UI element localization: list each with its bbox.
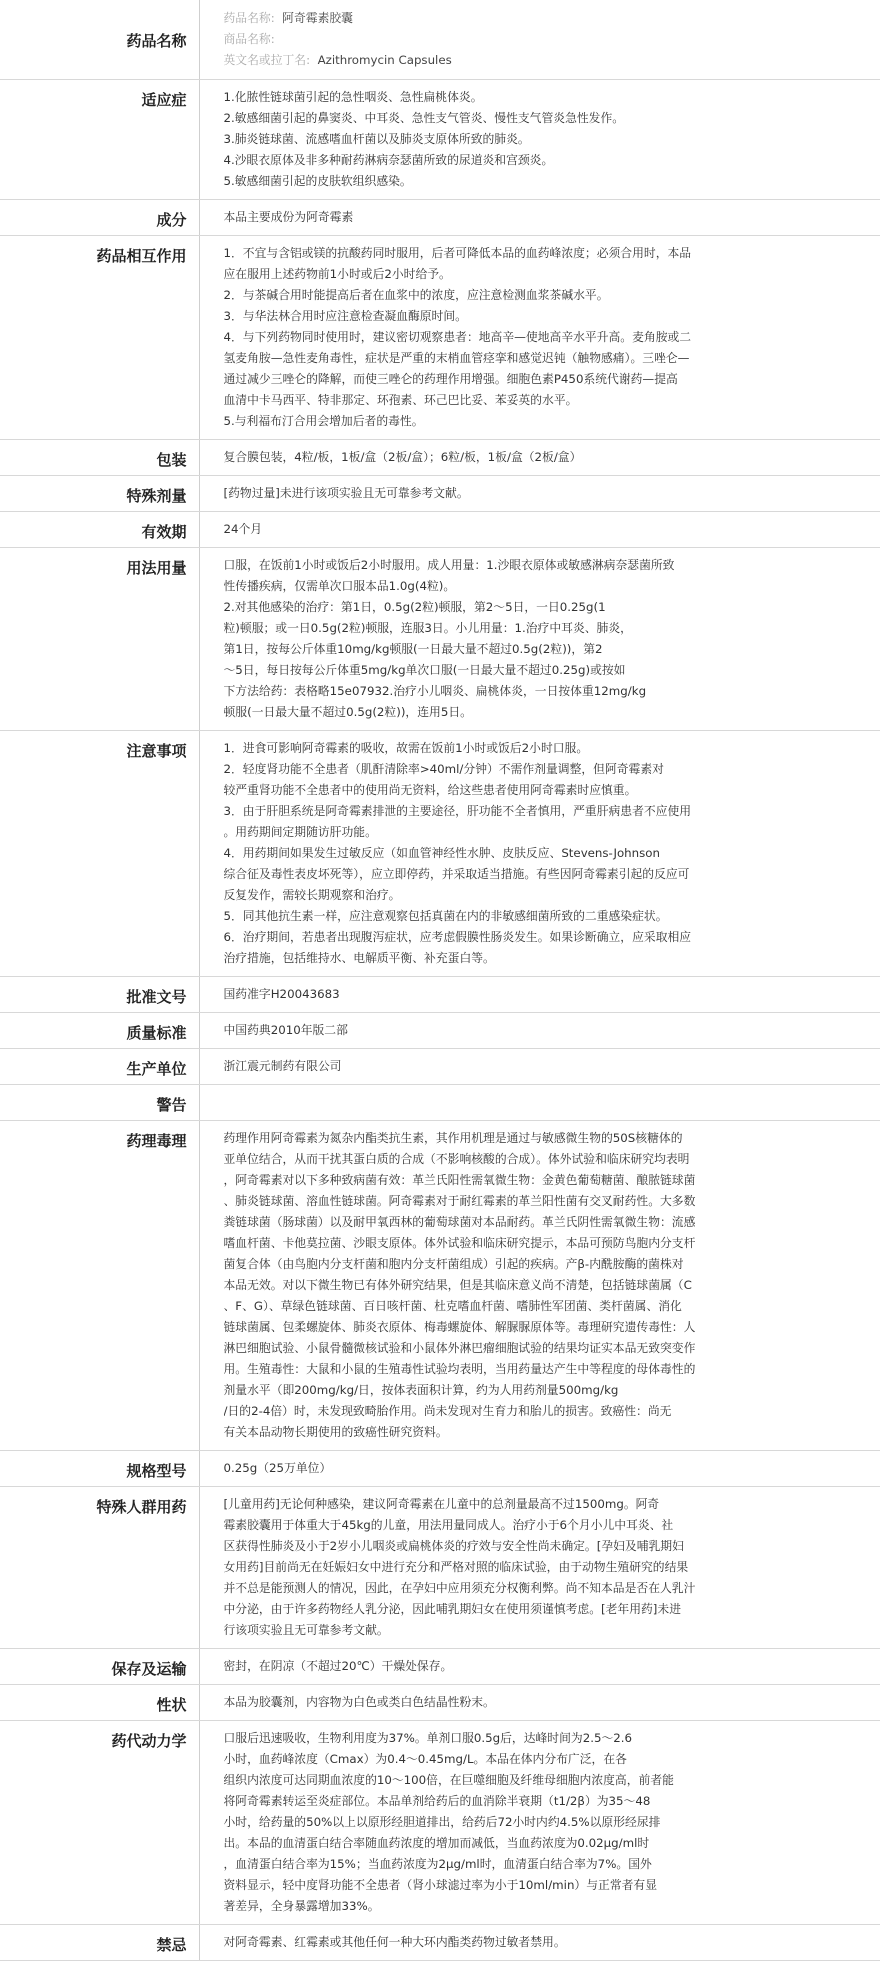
- row-shelf-life: [0, 512, 880, 548]
- text-line: 5.与利福布汀合用会增加后者的毒性。: [223, 414, 424, 428]
- row-value: [199, 977, 880, 1013]
- row-label: 用法用量: [0, 548, 199, 731]
- text-line: 较严重肾功能不全患者中的使用尚无资料，给这些患者使用阿奇霉素时应慎重。: [223, 783, 637, 797]
- row-label: 适应症: [0, 80, 199, 200]
- row-usage-dosage: [0, 548, 880, 731]
- text-line: 通过减少三唑仑的降解，而使三唑仑的药理作用增强。细胞色素P450系统代谢药—提高: [223, 372, 678, 386]
- text-line: 出。本品的血清蛋白结合率随血药浓度的增加而减低，当血药浓度为0.02μg/ml时: [223, 1836, 650, 1850]
- row-label: 药理毒理: [0, 1121, 199, 1451]
- text-line: 对阿奇霉素、红霉素或其他任何一种大环内酯类药物过敏者禁用。: [223, 1935, 566, 1949]
- text-line: 链球菌属、包柔螺旋体、肺炎衣原体、梅毒螺旋体、解脲脲原体等。毒理研究遗传毒性：人: [223, 1320, 696, 1334]
- row-label: 保存及运输: [0, 1649, 199, 1685]
- text-line: 4．与下列药物同时使用时，建议密切观察患者：地高辛—使地高辛水平升高。麦角胺或二: [223, 330, 692, 344]
- row-pharmacokinetics: [0, 1721, 880, 1925]
- text-line: 密封，在阴凉（不超过20℃）干燥处保存。: [223, 1659, 453, 1673]
- english-name-caption: 英文名或拉丁名:: [223, 53, 311, 67]
- row-packaging: [0, 440, 880, 476]
- row-warning: [0, 1085, 880, 1121]
- row-specification: [0, 1451, 880, 1487]
- text-line: 综合征及毒性表皮坏死等），应立即停药，并采取适当措施。有些因阿奇霉素引起的反应可: [223, 867, 690, 881]
- text-line: 区获得性肺炎及小于2岁小儿咽炎或扁桃体炎的疗效与安全性尚未确定。[孕妇及哺乳期妇: [223, 1539, 684, 1553]
- row-indications: [0, 80, 880, 200]
- drug-name-value: [199, 0, 880, 80]
- text-line: 女用药]目前尚无在妊娠妇女中进行充分和严格对照的临床试验，由于动物生殖研究的结果: [223, 1560, 689, 1574]
- row-value: [199, 1121, 880, 1451]
- text-line: [儿童用药]无论何种感染，建议阿奇霉素在儿童中的总剂量最高不过1500mg。阿奇: [223, 1497, 660, 1511]
- text-line: 剂量水平（即200mg/kg/日，按体表面积计算，约为人用药剂量500mg/kg: [223, 1383, 619, 1397]
- text-line: 、F、G）、草绿色链球菌、百日咳杆菌、杜克嗜血杆菌、嗜肺性军团菌、类杆菌属、消化: [223, 1299, 682, 1313]
- row-label: 成分: [0, 200, 199, 236]
- text-line: 1．进食可影响阿奇霉素的吸收，故需在饭前1小时或饭后2小时口服。: [223, 741, 589, 755]
- text-line: 6．治疗期间，若患者出现腹泻症状，应考虑假膜性肠炎发生。如果诊断确立，应采取相应: [223, 930, 692, 944]
- row-label: 特殊剂量: [0, 476, 199, 512]
- drug-name-row: [0, 0, 880, 80]
- text-line: 顿服(一日最大量不超过0.5g(2粒))，连用5日。: [223, 705, 472, 719]
- text-line: 粒)顿服；或一日0.5g(2粒)顿服，连服3日。小儿用量：1.治疗中耳炎、肺炎，: [223, 621, 632, 635]
- row-value: [199, 1685, 880, 1721]
- row-value: [199, 1649, 880, 1685]
- text-line: 中分泌，由于许多药物经人乳分泌，因此哺乳期妇女在使用须谨慎考虑。[老年用药]未进: [223, 1602, 681, 1616]
- text-line: 嗜血杆菌、卡他莫拉菌、沙眼支原体。体外试验和临床研究提示，本品可预防鸟胞内分支杆: [223, 1236, 696, 1250]
- row-value: [199, 1085, 880, 1121]
- text-line: ，阿奇霉素对以下多种致病菌有效：革兰氏阳性需氧微生物：金黄色葡萄糖菌、酿脓链球菌: [223, 1173, 696, 1187]
- row-storage-transport: [0, 1649, 880, 1685]
- text-line: 著差异，全身暴露增加33%。: [223, 1899, 380, 1913]
- row-value: [199, 80, 880, 200]
- text-line: 粪链球菌（肠球菌）以及耐甲氧西林的葡萄球菌对本品耐药。革兰氏阴性需氧微生物：流感: [223, 1215, 696, 1229]
- row-value: [199, 1451, 880, 1487]
- text-line: 用。生殖毒性：大鼠和小鼠的生殖毒性试验均表明，当用药量达产生中等程度的母体毒性的: [223, 1362, 696, 1376]
- row-special-dosage: [0, 476, 880, 512]
- text-line: 应在服用上述药物前1小时或后2小时给予。: [223, 267, 451, 281]
- row-label: 包装: [0, 440, 199, 476]
- text-line: 反复发作，需较长期观察和治疗。: [223, 888, 401, 902]
- text-line: 下方法给药：表格略15e07932.治疗小儿咽炎、扁桃体炎，一日按体重12mg/kg: [223, 684, 647, 698]
- row-manufacturer: [0, 1049, 880, 1085]
- text-line: 2.对其他感染的治疗：第1日，0.5g(2粒)顿服，第2～5日，一日0.25g(1: [223, 600, 606, 614]
- row-value: [199, 548, 880, 731]
- text-line: 24个月: [223, 522, 263, 536]
- row-value: [199, 476, 880, 512]
- trade-name-caption: 商品名称:: [223, 32, 275, 46]
- text-line: /日的2-4倍）时，未发现致畸胎作用。尚未发现对生育力和胎儿的损害。致癌性：尚无: [223, 1404, 672, 1418]
- row-quality-standard: [0, 1013, 880, 1049]
- text-line: 本品为胶囊剂，内容物为白色或类白色结晶性粉末。: [223, 1695, 495, 1709]
- text-line: 国药准字H20043683: [223, 987, 340, 1001]
- text-line: 5.敏感细菌引起的皮肤软组织感染。: [223, 174, 412, 188]
- row-label: 药品相互作用: [0, 236, 199, 440]
- text-line: 2．与茶碱合用时能提高后者在血浆中的浓度，应注意检测血浆茶碱水平。: [223, 288, 609, 302]
- row-label: 生产单位: [0, 1049, 199, 1085]
- text-line: 1.化脓性链球菌引起的急性咽炎、急性扁桃体炎。: [223, 90, 483, 104]
- row-value: [199, 731, 880, 977]
- text-line: 4.沙眼衣原体及非多种耐药淋病奈瑟菌所致的尿道炎和宫颈炎。: [223, 153, 554, 167]
- text-line: 本品无效。对以下微生物已有体外研究结果，但是其临床意义尚不清楚，包括链球菌属（C: [223, 1278, 692, 1292]
- text-line: 行该项实验且无可靠参考文献。: [223, 1623, 389, 1637]
- row-value: [199, 512, 880, 548]
- row-precautions: [0, 731, 880, 977]
- row-label: 禁忌: [0, 1925, 199, 1961]
- text-line: [药物过量]未进行该项实验且无可靠参考文献。: [223, 486, 469, 500]
- row-value: [199, 1013, 880, 1049]
- row-approval-number: [0, 977, 880, 1013]
- text-line: 复合膜包装，4粒/板，1板/盒（2板/盒）；6粒/板，1板/盒（2板/盒）: [223, 450, 582, 464]
- text-line: 淋巴细胞试验、小鼠骨髓微核试验和小鼠体外淋巴瘤细胞试验的结果均证实本品无致突变作: [223, 1341, 696, 1355]
- english-name: Azithromycin Capsules: [317, 53, 452, 67]
- row-special-populations: [0, 1487, 880, 1649]
- row-label: 批准文号: [0, 977, 199, 1013]
- row-value: [199, 236, 880, 440]
- text-line: 菌复合体（由鸟胞内分支杆菌和胞内分支杆菌组成）引起的疾病。产β-内酰胺酶的菌株对: [223, 1257, 684, 1271]
- text-line: 氢麦角胺—急性麦角毒性，症状是严重的末梢血管痉挛和感觉迟钝（触物感痛）。三唑仑—: [223, 351, 690, 365]
- english-name-line: [224, 50, 851, 71]
- row-value: [199, 1487, 880, 1649]
- row-label: 注意事项: [0, 731, 199, 977]
- row-appearance: [0, 1685, 880, 1721]
- generic-name-caption: 药品名称:: [223, 11, 275, 25]
- text-line: 浙江震元制药有限公司: [223, 1059, 342, 1073]
- text-line: 中国药典2010年版二部: [223, 1023, 348, 1037]
- text-line: 0.25g（25万单位）: [223, 1461, 332, 1475]
- text-line: 口服，在饭前1小时或饭后2小时服用。成人用量：1.沙眼衣原体或敏感淋病奈瑟菌所致: [223, 558, 675, 572]
- text-line: 性传播疾病，仅需单次口服本品1.0g(4粒)。: [223, 579, 456, 593]
- text-line: 资料显示，轻中度肾功能不全患者（肾小球滤过率为小于10ml/min）与正常者有显: [223, 1878, 658, 1892]
- row-value: [199, 200, 880, 236]
- row-label: 有效期: [0, 512, 199, 548]
- text-line: 。用药期间定期随访肝功能。: [223, 825, 377, 839]
- generic-name-line: [224, 8, 851, 29]
- text-line: 小时，血药峰浓度（Cmax）为0.4～0.45mg/L。本品在体内分布广泛，在各: [223, 1752, 627, 1766]
- row-label: 警告: [0, 1085, 199, 1121]
- row-label: 特殊人群用药: [0, 1487, 199, 1649]
- text-line: 第1日，按每公斤体重10mg/kg顿服(一日最大量不超过0.5g(2粒))，第2: [223, 642, 603, 656]
- row-drug-interactions: [0, 236, 880, 440]
- text-line: 本品主要成份为阿奇霉素: [223, 210, 354, 224]
- text-line: 2．轻度肾功能不全患者（肌酐清除率>40ml/分钟）不需作剂量调整，但阿奇霉素对: [223, 762, 664, 776]
- drug-name-label: 药品名称: [0, 0, 199, 80]
- text-line: 组织内浓度可达同期血浓度的10～100倍，在巨噬细胞及纤维母细胞内浓度高，前者能: [223, 1773, 674, 1787]
- text-line: 、肺炎链球菌、溶血性链球菌。阿奇霉素对于耐红霉素的革兰阳性菌有交叉耐药性。大多数: [223, 1194, 696, 1208]
- text-line: 2.敏感细菌引起的鼻窦炎、中耳炎、急性支气管炎、慢性支气管炎急性发作。: [223, 111, 625, 125]
- text-line: 口服后迅速吸收，生物利用度为37%。单剂口服0.5g后，达峰时间为2.5～2.6: [223, 1731, 633, 1745]
- text-line: 血清中卡马西平、特非那定、环孢素、环己巴比妥、苯妥英的水平。: [223, 393, 578, 407]
- text-line: 4．用药期间如果发生过敏反应（如血管神经性水肿、皮肤反应、Stevens-Johnson: [223, 846, 660, 860]
- text-line: 霉素胶囊用于体重大于45kg的儿童，用法用量同成人。治疗小于6个月小儿中耳炎、社: [223, 1518, 674, 1532]
- text-line: 3．由于肝胆系统是阿奇霉素排泄的主要途径，肝功能不全者慎用，严重肝病患者不应使用: [223, 804, 692, 818]
- text-line: 3.肺炎链球菌、流感嗜血杆菌以及肺炎支原体所致的肺炎。: [223, 132, 530, 146]
- text-line: 5．同其他抗生素一样，应注意观察包括真菌在内的非敏感细菌所致的二重感染症状。: [223, 909, 668, 923]
- text-line: ～5日，每日按每公斤体重5mg/kg单次口服(一日最大量不超过0.25g)或按如: [223, 663, 626, 677]
- text-line: 有关本品动物长期使用的致癌性研究资料。: [223, 1425, 448, 1439]
- text-line: 3．与华法林合用时应注意检查凝血酶原时间。: [223, 309, 467, 323]
- text-line: 药理作用阿奇霉素为氮杂内酯类抗生素，其作用机理是通过与敏感微生物的50S核糖体的: [223, 1131, 683, 1145]
- text-line: 将阿奇霉素转运至炎症部位。本品单剂给药后的血消除半衰期（t1/2β）为35～48: [223, 1794, 651, 1808]
- row-ingredients: [0, 200, 880, 236]
- row-value: [199, 1049, 880, 1085]
- text-line: 1．不宜与含铝或镁的抗酸药同时服用，后者可降低本品的血药峰浓度；必须合用时，本品: [223, 246, 692, 260]
- row-label: 质量标准: [0, 1013, 199, 1049]
- generic-name: 阿奇霉素胶囊: [282, 11, 353, 25]
- row-value: [199, 440, 880, 476]
- row-pharmacology-toxicology: [0, 1121, 880, 1451]
- text-line: 并不总是能预测人的情况，因此，在孕妇中应用须充分权衡利弊。尚不知本品是否在人乳汁: [223, 1581, 696, 1595]
- row-value: [199, 1721, 880, 1925]
- text-line: ，血清蛋白结合率为15%；当血药浓度为2μg/ml时，血清蛋白结合率为7%。国外: [223, 1857, 652, 1871]
- text-line: 治疗措施，包括维持水、电解质平衡、补充蛋白等。: [223, 951, 495, 965]
- text-line: 小时，给药量的50%以上以原形经胆道排出，给药后72小时内约4.5%以原形经尿排: [223, 1815, 661, 1829]
- trade-name-line: [224, 29, 851, 50]
- row-label: 药代动力学: [0, 1721, 199, 1925]
- row-label: 性状: [0, 1685, 199, 1721]
- row-label: 规格型号: [0, 1451, 199, 1487]
- text-line: 亚单位结合，从而干扰其蛋白质的合成（不影响核酸的合成）。体外试验和临床研究均表明: [223, 1152, 690, 1166]
